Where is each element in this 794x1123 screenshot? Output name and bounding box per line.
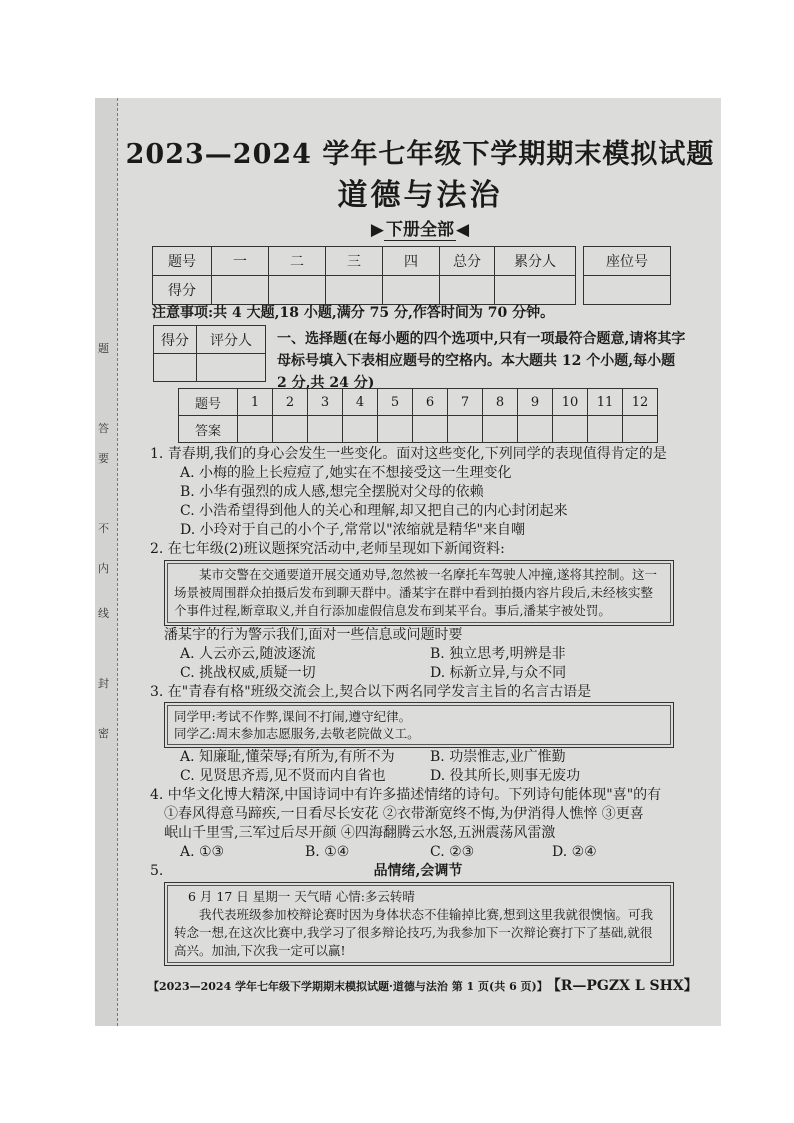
subject-title: 道德与法治 [337, 178, 503, 213]
grader-cell: 评分人 [197, 326, 266, 354]
score-cell: 二 [269, 247, 326, 276]
question-5-number: 5. [150, 863, 164, 879]
answer-number: 11 [588, 389, 623, 416]
score-cell: 一 [212, 247, 269, 276]
q2-material-box [164, 560, 674, 626]
grader-cell[interactable] [154, 354, 197, 382]
q5-diary [167, 885, 671, 963]
score-cell: 总分 [440, 247, 495, 276]
q3-line-2: 同学乙:周末参加志愿服务,去敬老院做义工。 [174, 726, 420, 741]
score-cell: 累分人 [495, 247, 576, 276]
scope-text: 下册全部 [386, 220, 454, 240]
answer-number: 3 [308, 389, 343, 416]
answer-table [178, 388, 658, 443]
answer-cell[interactable] [623, 416, 658, 443]
q3-material-box [164, 702, 674, 748]
score-cell[interactable] [212, 276, 269, 305]
page-footer [148, 975, 708, 995]
score-cell[interactable] [269, 276, 326, 305]
answer-number: 5 [378, 389, 413, 416]
score-cell[interactable] [326, 276, 383, 305]
q4-option-c: C. ②③ [430, 844, 475, 860]
score-cell: 题号 [153, 247, 212, 276]
answer-cell[interactable] [483, 416, 518, 443]
grader-table [153, 325, 266, 382]
answer-table-label: 答案 [179, 416, 238, 443]
q2-material: 某市交警在交通要道开展交通劝导,忽然被一名摩托车驾驶人冲撞,遂将其控制。这一场景被周围群众拍摄后发布到聊天群中。潘某宇在群中看到拍摄内容片段后,未经核实整个事件过程,断章取义,并自行添加虚假信息发布到某平台。事后,潘某宇被处罚。 [167, 563, 671, 623]
q5-title: 品情绪,会调节 [373, 863, 463, 879]
score-cell[interactable] [383, 276, 440, 305]
answer-number: 4 [343, 389, 378, 416]
margin-char: 题 [98, 342, 109, 355]
answer-cell[interactable] [413, 416, 448, 443]
grader-cell: 得分 [154, 326, 197, 354]
q3-option-a: A. 知廉耻,懂荣辱;有所为,有所不为 [180, 749, 395, 765]
answer-number: 7 [448, 389, 483, 416]
q4-line-2: 岷山千里雪,三军过后尽开颜 ④四海翻腾云水怒,五洲震荡风雷激 [164, 825, 556, 841]
question-2-stem: 2. 在七年级(2)班议题探究活动中,老师呈现如下新闻资料: [150, 541, 505, 557]
q2-option-b: B. 独立思考,明辨是非 [430, 646, 566, 662]
margin-char: 答 [98, 422, 109, 435]
notice: 注意事项:共 4 大题,18 小题,满分 75 分,作答时间为 70 分钟。 [152, 305, 555, 321]
question-4-stem: 4. 中华文化博大精深,中国诗词中有许多描述情绪的诗句。下列诗句能体现"喜"的有 [150, 787, 662, 803]
q4-option-b: B. ①④ [305, 844, 350, 860]
q2-option-d: D. 标新立异,与众不同 [430, 665, 567, 681]
q2-option-a: A. 人云亦云,随波逐流 [180, 646, 316, 662]
question-3-stem: 3. 在"青春有格"班级交流会上,契合以下两名同学发言主旨的名言古语是 [150, 684, 592, 700]
answer-cell[interactable] [378, 416, 413, 443]
q2-option-c: C. 挑战权威,质疑一切 [180, 665, 316, 681]
answer-number: 2 [273, 389, 308, 416]
q3-line-1: 同学甲:考试不作弊,课间不打闹,遵守纪律。 [174, 709, 412, 724]
seat-table [583, 246, 671, 305]
answer-cell[interactable] [238, 416, 273, 443]
answer-table-label: 题号 [179, 389, 238, 416]
q2-ask: 潘某宇的行为警示我们,面对一些信息或问题时要 [164, 627, 463, 643]
grader-cell[interactable] [197, 354, 266, 382]
score-cell: 四 [383, 247, 440, 276]
answer-number: 6 [413, 389, 448, 416]
answer-cell[interactable] [588, 416, 623, 443]
scope-label [120, 215, 720, 240]
q1-option-c: C. 小浩希望得到他人的关心和理解,却又把自己的内心封闭起来 [180, 503, 568, 519]
answer-cell[interactable] [553, 416, 588, 443]
q1-option-b: B. 小华有强烈的成人感,想完全摆脱对父母的依赖 [180, 484, 484, 500]
margin-char: 封 [98, 677, 109, 690]
q5-diary-head: 6 月 17 日 星期一 天气晴 心情:多云转晴 [188, 889, 415, 904]
footer-text: 【2023—2024 学年七年级下学期期末模拟试题·道德与法治 第 1 页(共 6 页)】 [148, 980, 548, 993]
q3-material [167, 705, 671, 745]
seat-input-cell[interactable] [584, 276, 671, 305]
answer-number: 12 [623, 389, 658, 416]
q1-option-d: D. 小玲对于自己的小个子,常常以"浓缩就是精华"来自嘲 [180, 522, 525, 538]
question-1-stem: 1. 青春期,我们的身心会发生一些变化。面对这些变化,下列同学的表现值得肯定的是 [150, 446, 667, 462]
footer-code: 【R—PGZX L SHX】 [553, 978, 698, 994]
q3-option-b: B. 功崇惟志,业广惟勤 [430, 749, 566, 765]
q4-line-1: ①春风得意马蹄疾,一日看尽长安花 ②衣带渐宽终不悔,为伊消得人憔悴 ③更喜 [164, 806, 644, 822]
margin-char: 线 [98, 607, 109, 620]
q4-option-a: A. ①③ [180, 844, 225, 860]
triangle-left-icon: ◀ [456, 220, 470, 240]
q5-diary-box [164, 882, 674, 966]
score-table [152, 246, 576, 305]
triangle-right-icon: ▶ [370, 220, 384, 240]
answer-number: 9 [518, 389, 553, 416]
answer-number: 1 [238, 389, 273, 416]
answer-cell[interactable] [273, 416, 308, 443]
seat-label: 座位号 [584, 247, 671, 276]
binding-line [117, 98, 118, 1026]
q1-option-a: A. 小梅的脸上长痘痘了,她实在不想接受这一生理变化 [180, 465, 512, 481]
q3-option-d: D. 役其所长,则事无废功 [430, 768, 581, 784]
q4-option-d: D. ②④ [552, 844, 597, 860]
answer-number: 10 [553, 389, 588, 416]
score-cell: 得分 [153, 276, 212, 305]
answer-cell[interactable] [343, 416, 378, 443]
score-cell[interactable] [440, 276, 495, 305]
margin-char: 不 [98, 522, 109, 535]
answer-cell[interactable] [308, 416, 343, 443]
q3-option-c: C. 见贤思齐焉,见不贤而内自省也 [180, 768, 386, 784]
margin-char: 内 [98, 562, 109, 575]
q5-diary-body: 我代表班级参加校辩论赛时因为身体状态不佳输掉比赛,想到这里我就很懊恼。可我转念一想,在这次比赛中,我学习了很多辩论技巧,为我参加下一次辩论赛打下了基础,就很高兴。加油,下次我一定可以赢! [174, 907, 653, 958]
section-1-heading: 一、选择题(在每小题的四个选项中,只有一项最符合题意,请将其字母标号填入下表相应题号的空格内。本大题共 12 个小题,每小题 2 分,共 24 分) [277, 331, 686, 391]
score-cell: 三 [326, 247, 383, 276]
answer-cell[interactable] [518, 416, 553, 443]
margin-char: 密 [98, 727, 109, 740]
answer-cell[interactable] [448, 416, 483, 443]
margin-char: 要 [98, 452, 109, 465]
score-cell[interactable] [495, 276, 576, 305]
exam-title: 2023—2024 学年七年级下学期期末模拟试题 [125, 139, 715, 170]
answer-number: 8 [483, 389, 518, 416]
